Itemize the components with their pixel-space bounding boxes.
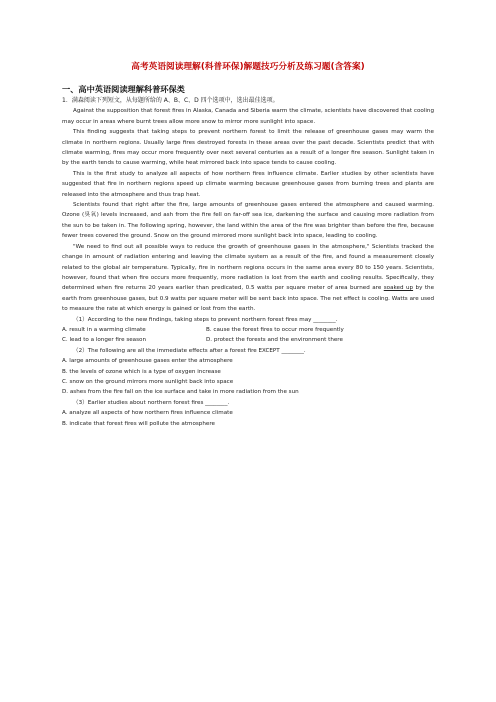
question-2-option-c: C. snow on the ground mirrors more sunlight back into space — [62, 378, 234, 385]
section-heading: 一、高中英语阅读理解科普环保类 — [62, 84, 185, 94]
question-3-stem: （3）Earlier studies about northern forest fires ________. — [73, 399, 230, 406]
question-2-stem: （2）The following are all the immediate effects after a forest fire EXCEPT ________. — [73, 347, 306, 354]
paragraph-5-text: "We need to find out all possible ways to reduce the growth of greenhouse gases in the atmosphere," Scientists tracked the change in amount of radiation entering and leaving the climate system as a result of the fire, and found a measurement closely related to the global air temperature. Typically, fire in northern regions occurs in the same area every 80 to 150 years. Scientists, however, found that when fire occurs more frequently, more radiation is lost from the earth and cooling results. Specifically, they determined when fire returns 20 years earlier than predicated, 0.5 watts per square meter of area burned are — [62, 243, 434, 292]
underlined-phrase: soaked up — [383, 285, 414, 292]
passage-paragraph-1: Against the supposition that forest fires in Alaska, Canada and Siberia warm the climate, scientists have discovered that cooling may occur in areas where burnt trees allow more snow to mirror more sunlight into space. — [62, 108, 434, 125]
question-2-option-d: D. ashes from the fire fall on the ice surface and take in more radiation from the sun — [62, 389, 299, 396]
question-2-option-b: B. the levels of ozone which is a type of oxygen increase — [62, 368, 221, 375]
question-1-option-a: A. result in a warming climate — [62, 326, 146, 333]
question-1-stem: （1）According to the new findings, taking steps to prevent northern forest fires may ________. — [73, 316, 338, 323]
passage-body — [62, 96, 434, 429]
passage-paragraph-4: Scientists found that right after the fire, large amounts of greenhouse gases entered the atmosphere and caused warming. Ozone (臭氧) levels increased, and ash from the fire fell on far-off sea ice, darkening the surface and causing more radiation from the sun to be taken in. The following spring, however, the land within the area of the fire was brighter than before the fire, because fewer trees covered the ground. Snow on the ground mirrored more sunlight back into space, leading to cooling. — [62, 202, 434, 240]
passage-paragraph-5 — [62, 242, 434, 315]
question-1-option-b: B. cause the forest fires to occur more frequently — [206, 326, 344, 333]
question-3-option-a: A. analyze all aspects of how northern fires influence climate — [62, 410, 233, 417]
passage-paragraph-2: This finding suggests that taking steps to prevent northern forest to limit the release of greenhouse gases may warm the climate in northern regions. Usually large fires destroyed forests in these areas over the past decade. Scientists predict that with climate warming, fires may occur more frequently over next several centuries as a result of a longer fire season. Sunlight taken in by the earth tends to cause warming, while heat mirrored back into space tends to cause cooling. — [62, 129, 434, 167]
question-2-option-a: A. large amounts of greenhouse gases enter the atmosphere — [62, 358, 233, 365]
document-title: 高考英语阅读理解(科普环保)解题技巧分析及练习题(含答案) — [131, 62, 365, 72]
paragraph-5-tail: by the earth from greenhouse gases, but 0.9 watts per square meter will be sent back into space. The net effect is cooling. Watts are used to measure the rate at which energy is gained or lost from the earth. — [62, 285, 435, 313]
question-instruction: 1．满森阅读下列短文，从每题所给的 A、B、C、D 四个选项中，选出最佳选项。 — [62, 97, 279, 104]
question-1-option-d: D. protect the forests and the environment there — [206, 337, 343, 344]
question-3-option-b: B. indicate that forest fires will pollute the atmosphere — [62, 420, 215, 427]
question-1-options-row-1 — [62, 325, 434, 335]
question-1-options-row-2 — [62, 335, 434, 345]
question-1-option-c: C. lead to a longer fire season — [62, 337, 146, 344]
passage-paragraph-3: This is the first study to analyze all aspects of how northern fires influence climate. Earlier studies by other scientists have suggested that fire in northern regions speed up climate warming because greenhouse gases from burning trees and plants are released into the atmosphere and thus trap heat. — [62, 170, 434, 198]
